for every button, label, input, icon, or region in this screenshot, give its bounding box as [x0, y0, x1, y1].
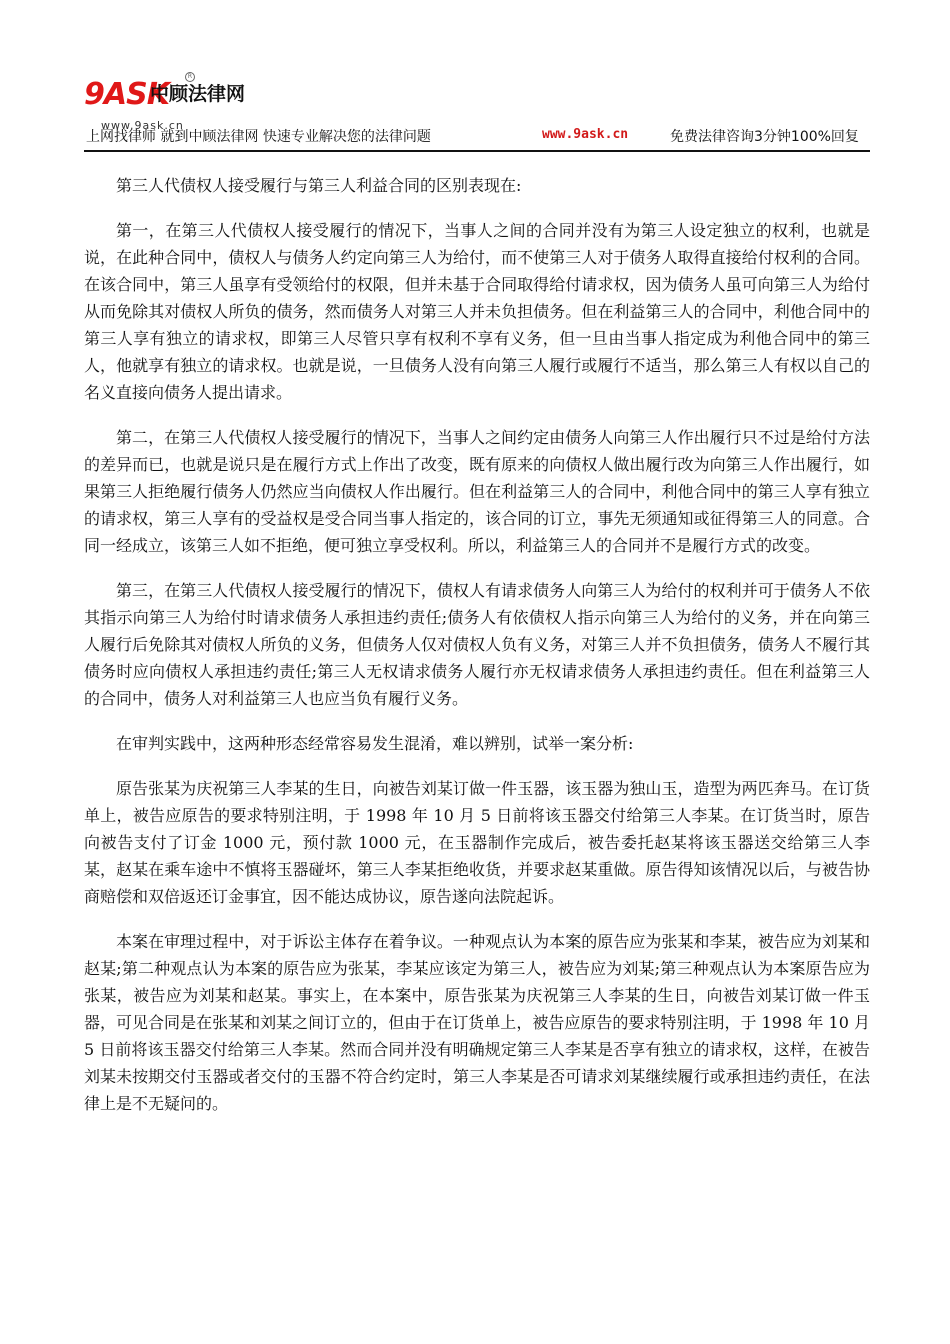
logo-url: www.9ask.cn: [101, 119, 184, 132]
logo-name: 中顾法律网: [150, 83, 246, 105]
paragraph-analysis: 本案在审理过程中，对于诉讼主体存在着争议。一种观点认为本案的原告应为张某和李某，被告应为刘某和赵某;第二种观点认为本案的原告应为张某，李某应该定为第三人，被告应为刘某;第三种观点认为本案原告应为张某，被告应为刘某和赵某。事实上，在本案中，原告张某为庆祝第三人李某的生日，向被告刘某订做一件玉器，可见合同是在张某和刘某之间订立的，但由于在订货单上，被告应原告的要求特别注明，于 1998 年 10 月 5 日前将该玉器交付给第三人李某。然而合同并没有明确规定第三人李某是否享有独立的请求权，这样，在被告刘某未按期交付玉器或者交付的玉器不符合约定时，第三人李某是否可请求刘某继续履行或承担违约责任，在法律上是不无疑问的。: [84, 932, 870, 1113]
registered-icon: R: [185, 72, 195, 82]
paragraph-case-intro: 在审判实践中，这两种形态经常容易发生混淆，难以辨别，试举一案分析:: [116, 734, 634, 753]
header-site-url[interactable]: www.9ask.cn: [542, 127, 629, 142]
header-slogan: 上网找律师 就到中顾法律网 快速专业解决您的法律问题: [86, 129, 431, 145]
logo-mark: 9ASK: [84, 77, 169, 112]
paragraph-case-facts: 原告张某为庆祝第三人李某的生日，向被告刘某订做一件玉器，该玉器为独山玉，造型为两匹奔马。在订货单上，被告应原告的要求特别注明，于 1998 年 10 月 5 日前将该玉器交付给第三人李某。在订货当时，原告向被告支付了订金 1000 元，预付款 1000 元，在玉器制作完成后，被告委托赵某将该玉器送交给第三人李某，赵某在乘车途中不慎将玉器碰坏，第三人李某拒绝收货，并要求赵某重做。原告得知该情况以后，与被告协商赔偿和双倍返还订金事宜，因不能达成协议，原告遂向法院起诉。: [84, 779, 870, 906]
paragraph-second: 第二，在第三人代债权人接受履行的情况下，当事人之间约定由债务人向第三人作出履行只不过是给付方法的差异而已，也就是说只是在履行方式上作出了改变，既有原来的向债权人做出履行改为向第三人作出履行，如果第三人拒绝履行债务人仍然应当向债权人作出履行。但在利益第三人的合同中，利他合同中的第三人享有独立的请求权，第三人享有的受益权是受合同当事人指定的，该合同的订立，事先无须通知或征得第三人的同意。合同一经成立，该第三人如不拒绝，便可独立享受权利。所以，利益第三人的合同并不是履行方式的改变。: [84, 428, 870, 555]
paragraph-intro: 第三人代债权人接受履行与第三人利益合同的区别表现在:: [116, 176, 522, 195]
paragraph-first: 第一，在第三人代债权人接受履行的情况下，当事人之间的合同并没有为第三人设定独立的权利，也就是说，在此种合同中，债权人与债务人约定向第三人为给付，而不使第三人对于债务人取得直接给付权利的合同。在该合同中，第三人虽享有受领给付的权限，但并未基于合同取得给付请求权，因为债务人虽可向第三人为给付从而免除其对债权人所负的债务，然而债务人对第三人并未负担债务。但在利益第三人的合同中，利他合同中的第三人享有独立的请求权，即第三人尽管只享有权利不享有义务，但一旦由当事人指定成为利他合同中的第三人，他就享有独立的请求权。也就是说，一旦债务人没有向第三人履行或履行不适当，那么第三人有权以自己的名义直接向债务人提出请求。: [84, 221, 870, 402]
document-body: [84, 172, 870, 1135]
header-divider: [84, 150, 870, 152]
paragraph-third: 第三，在第三人代债权人接受履行的情况下，债权人有请求债务人向第三人为给付的权利并可于债务人不依其指示向第三人为给付时请求债务人承担违约责任;债务人有依债权人指示向第三人为给付的义务，并在向第三人履行后免除其对债权人所负的义务，但债务人仅对债权人负有义务，对第三人并不负担债务，债务人不履行其债务时应向债权人承担违约责任;第三人无权请求债务人履行亦无权请求债务人承担违约责任。但在利益第三人的合同中，债务人对利益第三人也应当负有履行义务。: [84, 581, 870, 708]
header-consult-text: 免费法律咨询3分钟100%回复: [670, 129, 859, 145]
page-header: [84, 66, 870, 156]
